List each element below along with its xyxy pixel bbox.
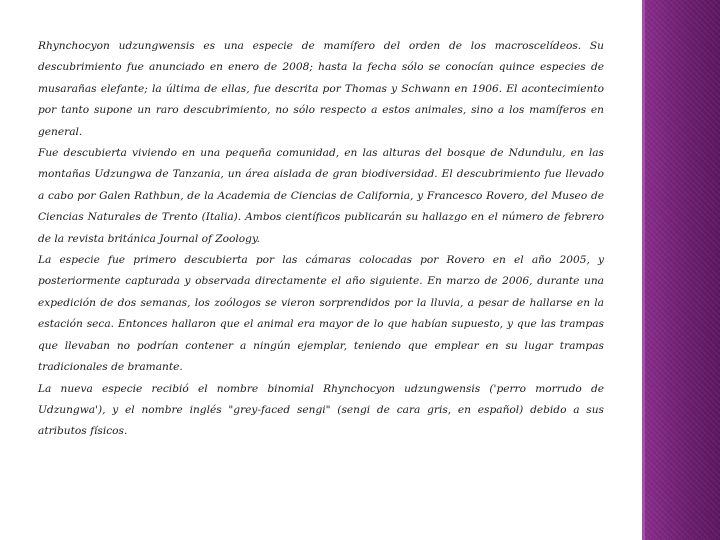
paragraph-2: Fue descubierta viviendo en una pequeña comunidad, en las alturas del bosque de Ndundulu, en las montañas Udzungwa de Tanzania, un área aislada de gran biodiversidad. El descubrimiento fue llevado a cabo por Galen Rathbun, de la Academia de Ciencias de California, y Francesco Rovero, del Museo de Ciencias Naturales de Trento (Italia). Ambos científicos publicarán su hallazgo en el número de febrero de la revista británica Journal of Zoology. [38, 147, 604, 245]
decorative-side-panel [642, 0, 720, 540]
text-body [38, 36, 604, 443]
paragraph-4: La nueva especie recibió el nombre binomial Rhynchocyon udzungwensis ('perro morrudo de Udzungwa'), y el nombre inglés "grey-faced sengi" (sengi de cara gris, en español) debido a sus atributos físicos. [38, 382, 604, 438]
paragraph-3: La especie fue primero descubierta por las cámaras colocadas por Rovero en el año 2005, y posteriormente capturada y observada directamente el año siguiente. En marzo de 2006, durante una expedición de dos semanas, los zoólogos se vieron sorprendidos por la lluvia, a pesar de hallarse en la estación seca. Entonces hallaron que el animal era mayor de lo que habían supuesto, y que las trampas que llevaban no podrían contener a ningún ejemplar, teniendo que emplear en su lugar trampas tradicionales de bramante. [38, 254, 604, 374]
paragraph-1: Rhynchocyon udzungwensis es una especie de mamífero del orden de los macroscelídeos. Su descubrimiento fue anunciado en enero de 2008; hasta la fecha sólo se conocían quince especies de musarañas elefante; la última de ellas, fue descrita por Thomas y Schwann en 1906. El acontecimiento por tanto supone un raro descubrimiento, no sólo respecto a estos animales, sino a los mamíferos en general. [38, 40, 604, 138]
side-panel-edge [642, 0, 645, 540]
